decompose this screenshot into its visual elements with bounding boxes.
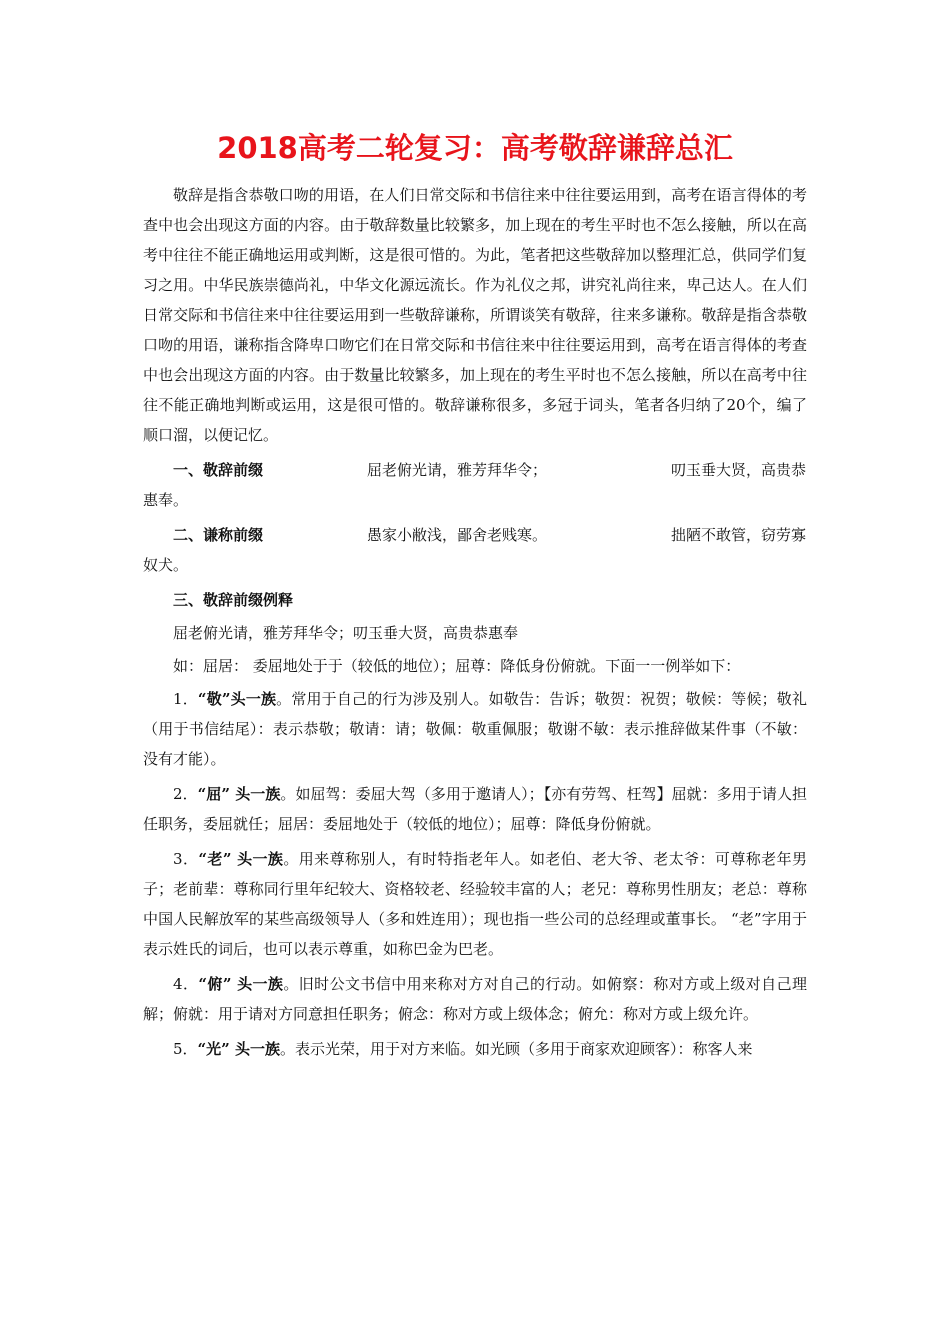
prefix-row-humble <box>143 520 807 580</box>
list-item <box>143 844 807 964</box>
list-item <box>143 969 807 1029</box>
item-heading: “光” 头一族 <box>197 1040 281 1058</box>
item-body: 。常用于自己的行为涉及别人。如敬告：告诉；敬贺：祝贺；敬候：等候；敬礼（用于书信结尾）：表示恭敬；敬请：请；敬佩：敬重佩服；敬谢不敏：表示推辞做某件事（不敏：没有才能）。 <box>143 690 807 768</box>
item-heading: “敬”头一族 <box>197 690 277 708</box>
item-heading: “屈” 头一族 <box>197 785 281 803</box>
item-heading: “俯” 头一族 <box>198 975 284 993</box>
item-body: 。如屈驾：委屈大驾（多用于邀请人）；【亦有劳驾、枉驾】屈就：多用于请人担任职务，委屈就任；屈居：委屈地处于（较低的地位）；屈尊：降低身份俯就。 <box>143 785 807 833</box>
item-number: 5． <box>173 1040 198 1058</box>
item-body: 。表示光荣，用于对方来临。如光顾（多用于商家欢迎顾客）：称客人来 <box>280 1040 753 1058</box>
prefix-verse-second: 拙陋不敢管，窃劳寡奴犬。 <box>143 526 807 574</box>
item-body: 。用来尊称别人，有时特指老年人。如老伯、老大爷、老太爷：可尊称老年男子；老前辈：尊称同行里年纪较大、资格较老、经验较丰富的人；老兄：尊称男性朋友；老总：尊称中国人民解放军的某些高级领导人（多和姓连用）；现也指一些公司的总经理或董事长。 “老”字用于表示姓氏的词后，也可以表示尊重，如称巴金为巴老。 <box>143 850 807 958</box>
list-item <box>143 684 807 774</box>
section-verse-line: 屈老俯光请，雅芳拜华令；叨玉垂大贤，高贵恭惠奉 <box>173 624 519 642</box>
item-number: 1． <box>173 690 198 708</box>
item-body: 。旧时公文书信中用来称对方对自己的行动。如俯察：称对方或上级对自己理解；俯就：用于请对方同意担任职务；俯念：称对方或上级体念；俯允：称对方或上级允许。 <box>143 975 807 1023</box>
prefix-verse-first: 屈老俯光请，雅芳拜华令； <box>367 461 548 479</box>
list-item <box>143 1034 807 1064</box>
section-example-line: 如：屈居： 委屈地处于于（较低的地位）；屈尊：降低身份俯就。下面一一例举如下： <box>173 657 741 675</box>
item-number: 3． <box>173 850 199 868</box>
prefix-row-honorific <box>143 455 807 515</box>
prefix-heading: 二、谦称前缀 <box>173 526 264 544</box>
item-heading: “老” 头一族 <box>198 850 284 868</box>
prefix-heading: 一、敬辞前缀 <box>173 461 264 479</box>
item-number: 2． <box>173 785 198 803</box>
prefix-verse-first: 愚家小敝浅，鄙舍老贱寒。 <box>367 526 548 544</box>
list-item <box>143 779 807 839</box>
prefix-verse-second: 叨玉垂大贤，高贵恭惠奉。 <box>143 461 807 509</box>
item-number: 4． <box>173 975 199 993</box>
section-heading: 三、敬辞前缀例释 <box>173 591 294 609</box>
document-title: 2018高考二轮复习：高考敬辞谦辞总汇 <box>217 131 733 165</box>
intro-paragraph: 敬辞是指含恭敬口吻的用语，在人们日常交际和书信往来中往往要运用到，高考在语言得体的考查中也会出现这方面的内容。由于敬辞数量比较繁多，加上现在的考生平时也不怎么接触，所以在高考中往往不能正确地运用或判断，这是很可惜的。为此，笔者把这些敬辞加以整理汇总，供同学们复习之用。中华民族崇德尚礼，中华文化源远流长。作为礼仪之邦，讲究礼尚往来，卑己达人。在人们日常交际和书信往来中往往要运用到一些敬辞谦称，所谓谈笑有敬辞，往来多谦称。敬辞是指含恭敬口吻的用语，谦称指含降卑口吻它们在日常交际和书信往来中往往要运用到，高考在语言得体的考查中也会出现这方面的内容。由于数量比较繁多，加上现在的考生平时也不怎么接触，所以在高考中往往不能正确地判断或运用，这是很可惜的。敬辞谦称很多，多冠于词头，笔者各归纳了20个，编了顺口溜，以便记忆。 <box>143 186 807 444</box>
